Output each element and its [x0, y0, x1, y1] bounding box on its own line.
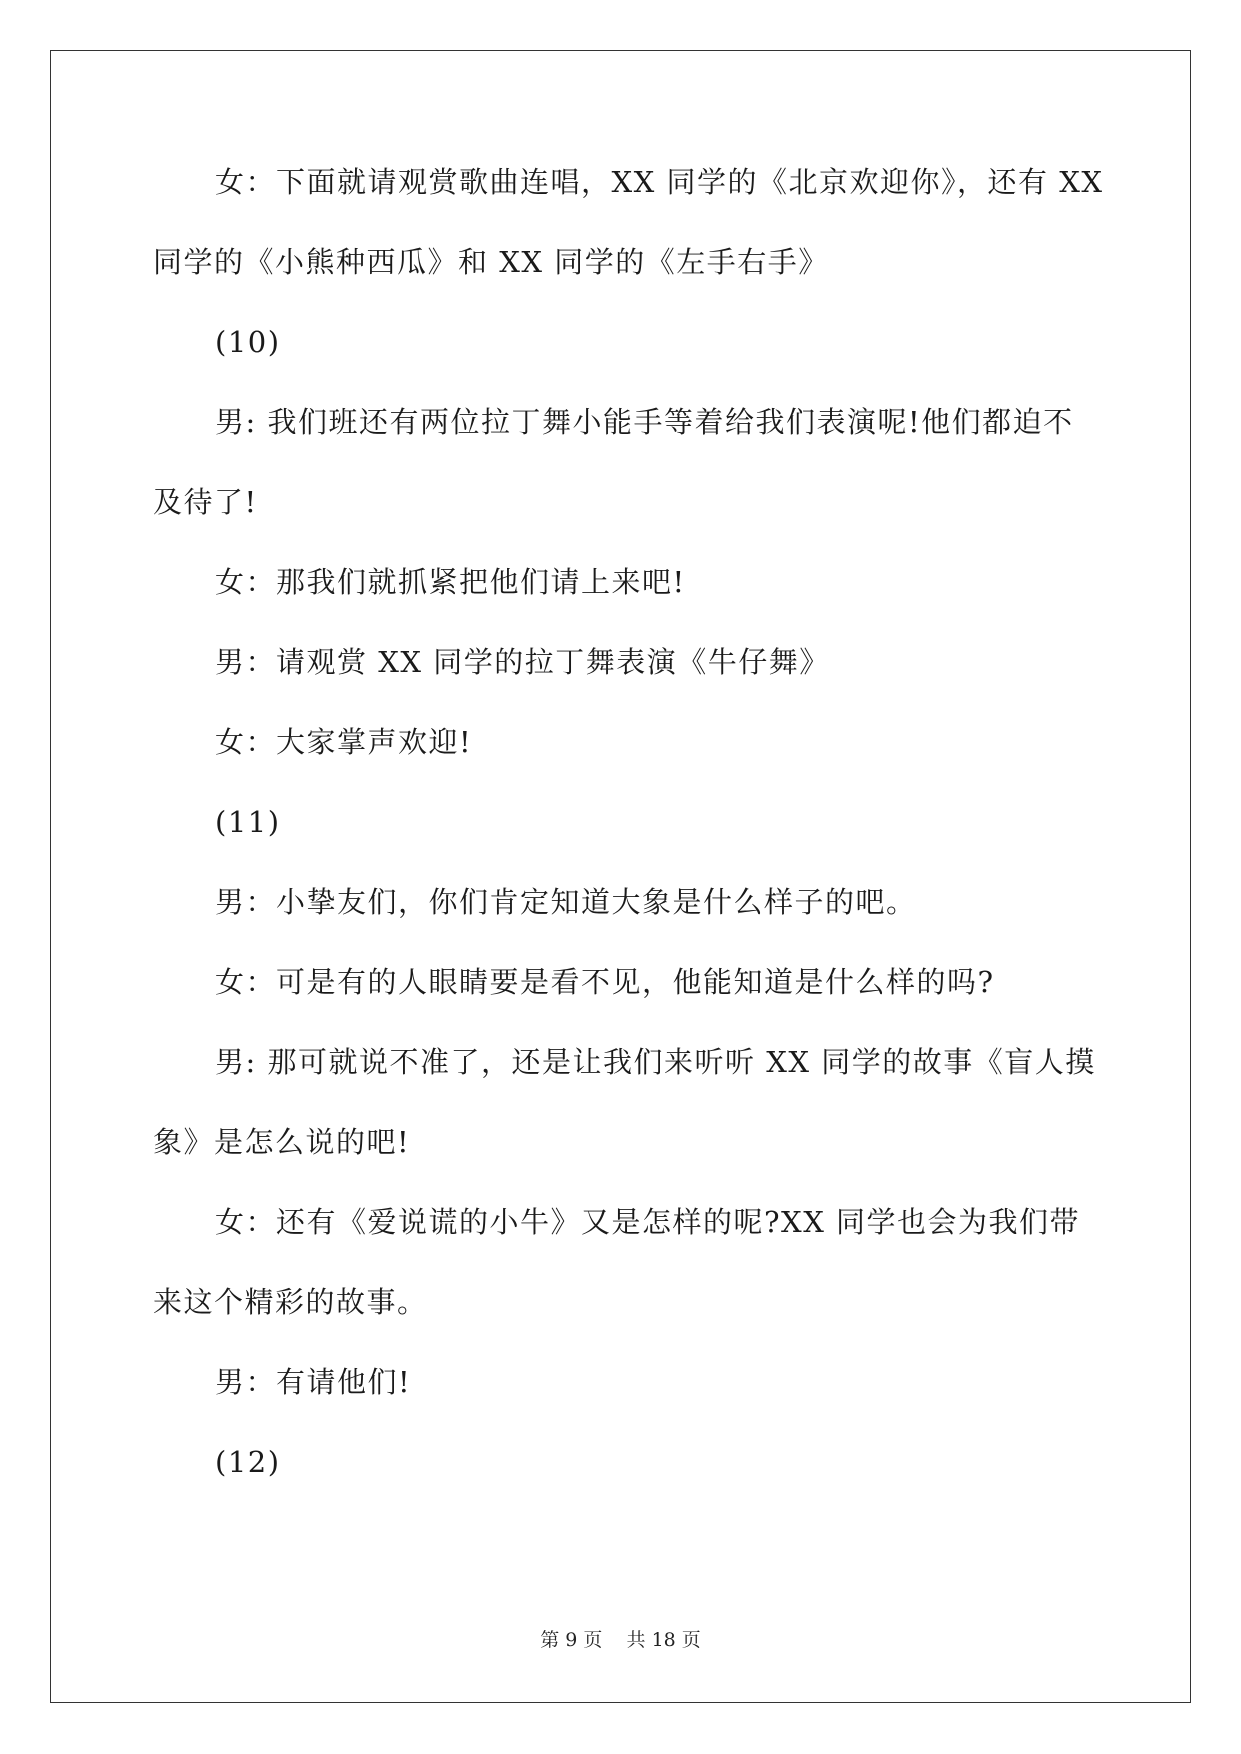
paragraph-line: 男：小挚友们，你们肯定知道大象是什么样子的吧。 — [215, 885, 917, 919]
page-total: 共 18 页 — [626, 1629, 701, 1651]
paragraph-line: 男: 我们班还有两位拉丁舞小能手等着给我们表演呢!他们都迫不 — [215, 405, 1074, 439]
paragraph-line: 女：可是有的人眼睛要是看不见，他能知道是什么样的吗? — [215, 965, 995, 999]
paragraph-line: 女：还有《爱说谎的小牛》又是怎样的呢?XX 同学也会为我们带 — [215, 1205, 1081, 1239]
paragraph-line: 象》是怎么说的吧! — [153, 1125, 411, 1159]
paragraph-line: 女：那我们就抓紧把他们请上来吧! — [215, 565, 686, 599]
page-number: 第 9 页 — [540, 1629, 603, 1651]
paragraph-line: 来这个精彩的故事。 — [153, 1285, 428, 1319]
paragraph-line: 男：请观赏 XX 同学的拉丁舞表演《牛仔舞》 — [215, 645, 830, 679]
paragraph-line: 及待了! — [153, 485, 258, 519]
section-number: (10) — [215, 325, 281, 359]
paragraph-line: 女：下面就请观赏歌曲连唱，XX 同学的《北京欢迎你》，还有 XX — [215, 165, 1104, 199]
paragraph-line: 女：大家掌声欢迎! — [215, 725, 473, 759]
paragraph-line: 男：有请他们! — [215, 1365, 412, 1399]
paragraph-line: 同学的《小熊种西瓜》和 XX 同学的《左手右手》 — [153, 245, 829, 279]
page-footer — [0, 1628, 1241, 1652]
section-number: (12) — [215, 1445, 281, 1479]
paragraph-line: 男: 那可就说不准了，还是让我们来听听 XX 同学的故事《盲人摸 — [215, 1045, 1096, 1079]
section-number: (11) — [215, 805, 281, 839]
